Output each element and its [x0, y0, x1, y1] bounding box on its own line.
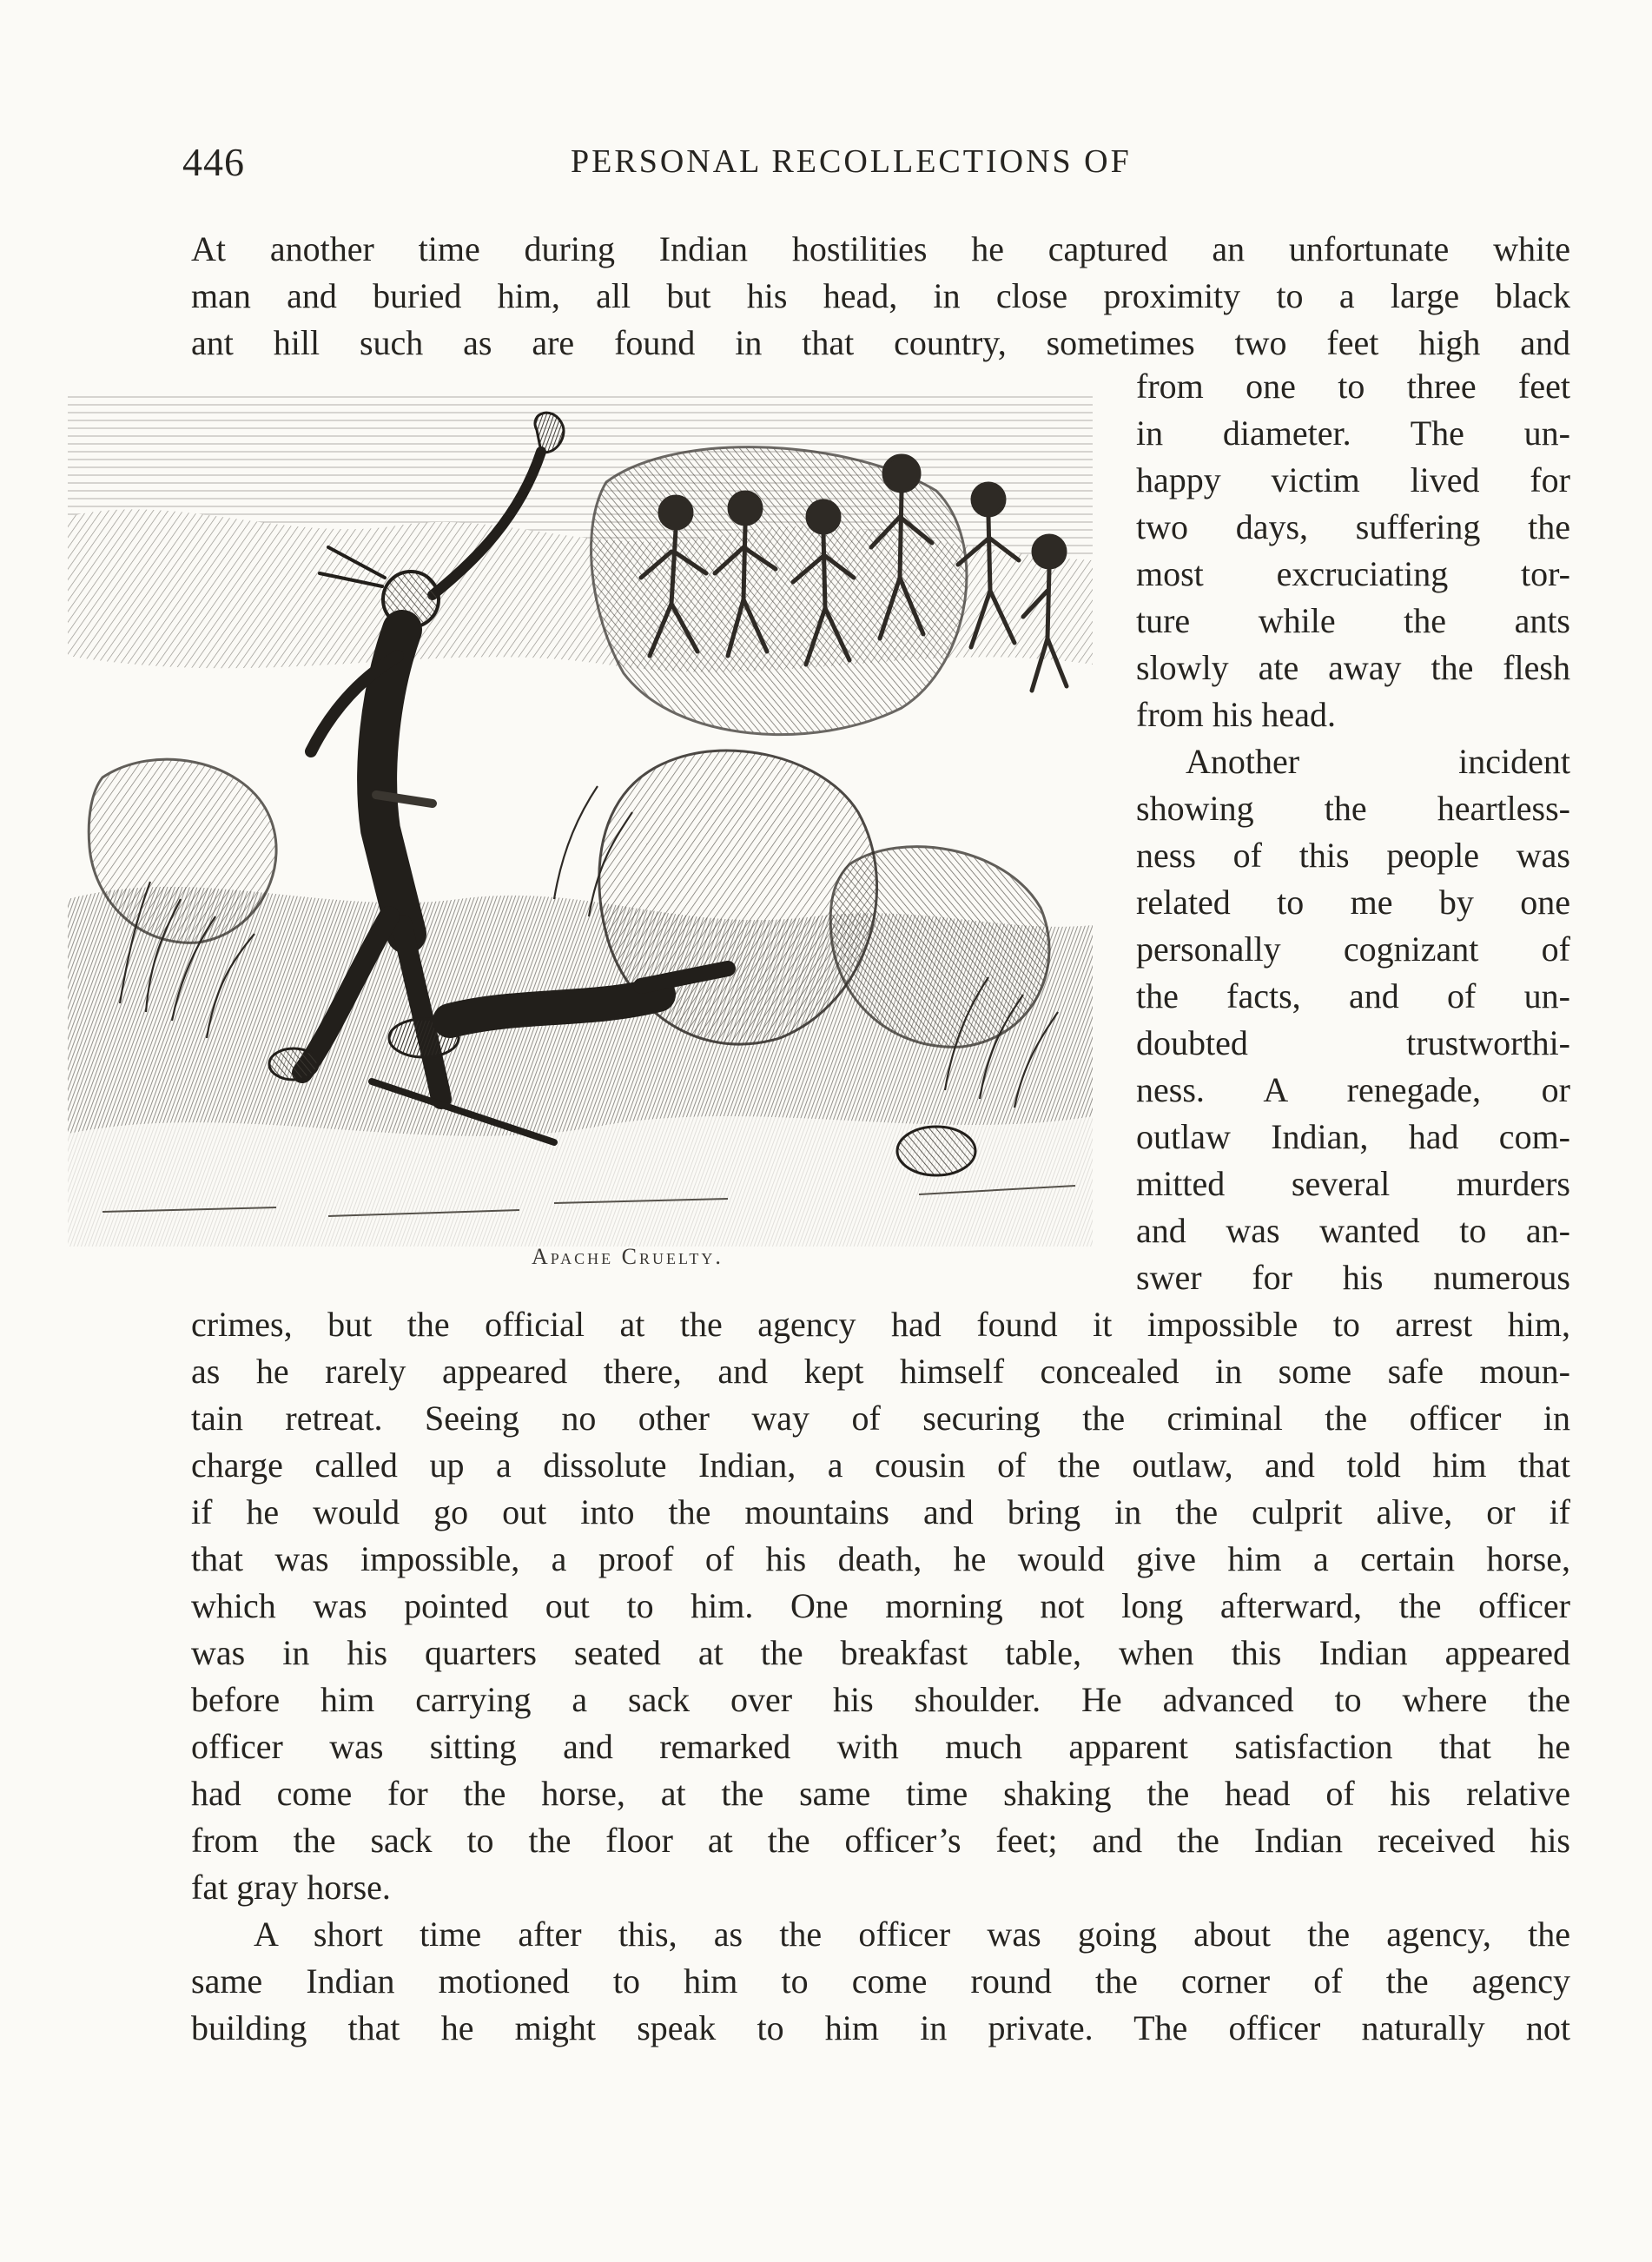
text-line: which was pointed out to him. One morning not long afterward, the officer	[191, 1586, 1570, 1625]
figure-caption: Apache Cruelty.	[532, 1244, 724, 1269]
text-line: doubted trustworthi-	[1136, 1023, 1570, 1062]
text-line: same Indian motioned to him to come round the corner of the agency	[191, 1961, 1570, 2001]
text-line: from the sack to the floor at the officer’s feet; and the Indian received his	[191, 1821, 1570, 1860]
text-line: At another time during Indian hostilities he captured an unfortunate white	[191, 229, 1570, 268]
text-line: most excruciating tor-	[1136, 554, 1570, 593]
text-line: Another incident	[1186, 742, 1570, 781]
text-line: mitted several murders	[1136, 1164, 1570, 1203]
text-line: two days, suffering the	[1136, 507, 1570, 546]
text-line: had come for the horse, at the same time shaking the head of his relative	[191, 1774, 1570, 1813]
text-line: from one to three feet	[1136, 367, 1570, 406]
text-line: officer was sitting and remarked with much apparent satisfaction that he	[191, 1727, 1570, 1766]
text-line: from his head.	[1136, 695, 1336, 734]
text-line: slowly ate away the flesh	[1136, 648, 1570, 687]
text-line: in diameter. The un-	[1136, 413, 1570, 453]
text-line: charge called up a dissolute Indian, a cousin of the outlaw, and told him that	[191, 1445, 1570, 1485]
text-line: fat gray horse.	[191, 1868, 391, 1907]
text-line: and was wanted to an-	[1136, 1211, 1570, 1250]
text-line: if he would go out into the mountains and bring in the culprit alive, or if	[191, 1492, 1570, 1531]
text-line: related to me by one	[1136, 883, 1570, 922]
text-line: personally cognizant of	[1136, 929, 1570, 969]
text-line: as he rarely appeared there, and kept himself concealed in some safe moun-	[191, 1352, 1570, 1391]
text-line: building that he might speak to him in private. The officer naturally not	[191, 2008, 1570, 2047]
text-line: ness. A renegade, or	[1136, 1070, 1570, 1109]
running-head: PERSONAL RECOLLECTIONS OF	[571, 143, 1132, 180]
text-line: ness of this people was	[1136, 836, 1570, 875]
page-number: 446	[182, 140, 245, 184]
text-line: outlaw Indian, had com-	[1136, 1117, 1570, 1156]
text-line: ant hill such as are found in that country, sometimes two feet high and	[191, 323, 1570, 362]
text-line: was in his quarters seated at the breakfast table, when this Indian appeared	[191, 1633, 1570, 1672]
text-line: man and buried him, all but his head, in close proximity to a large black	[191, 276, 1570, 315]
text-line: the facts, and of un-	[1136, 976, 1570, 1015]
text-line: swer for his numerous	[1136, 1258, 1570, 1297]
text-line: that was impossible, a proof of his death, he would give him a certain horse,	[191, 1539, 1570, 1578]
apache-cruelty-illustration	[68, 378, 1093, 1247]
text-line: happy victim lived for	[1136, 460, 1570, 499]
text-line: crimes, but the official at the agency had found it impossible to arrest him,	[191, 1305, 1570, 1344]
text-line: A short time after this, as the officer was going about the agency, the	[254, 1915, 1570, 1954]
text-line: tain retreat. Seeing no other way of securing the criminal the officer in	[191, 1399, 1570, 1438]
text-line: ture while the ants	[1136, 601, 1570, 640]
text-line: before him carrying a sack over his shoulder. He advanced to where the	[191, 1680, 1570, 1719]
page-header	[182, 139, 1574, 191]
text-line: showing the heartless-	[1136, 789, 1570, 828]
